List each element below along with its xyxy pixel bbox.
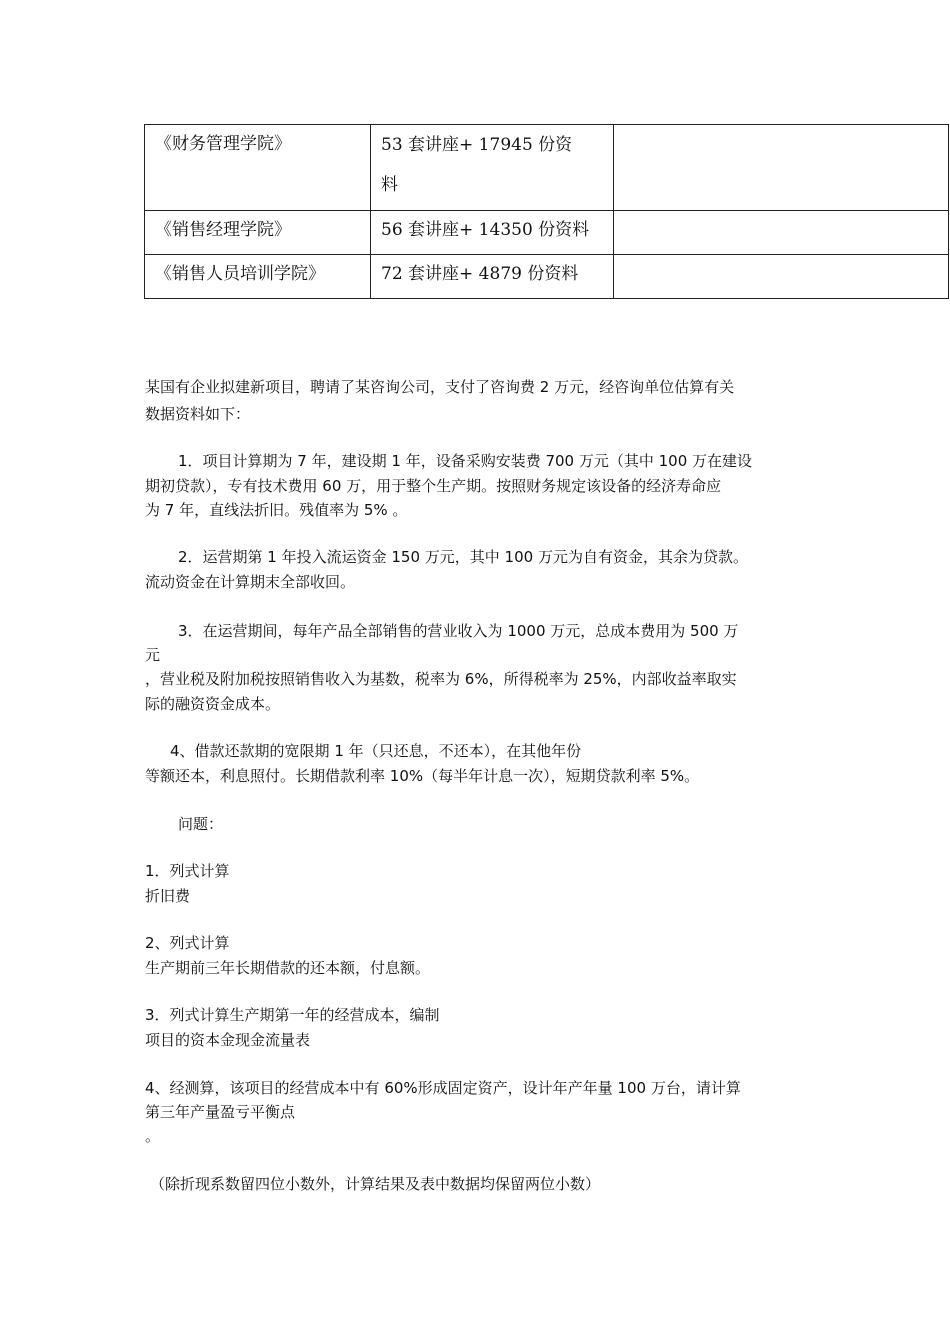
paragraph-1-line: 期初贷款），专有技术费用 60 万，用于整个生产期。按照财务规定该设备的经济寿命应: [145, 477, 722, 495]
intro-line: 数据资料如下：: [145, 405, 251, 423]
table-cell-extra: [614, 211, 949, 255]
paragraph-3-line: 3．在运营期间，每年产品全部销售的营业收入为 1000 万元，总成本费用为 500 万: [178, 622, 739, 640]
question-3-line: 3．列式计算生产期第一年的经营成本，编制: [145, 1006, 440, 1024]
table-cell-name: 《销售经理学院》: [145, 211, 371, 255]
paragraph-4-line: 等额还本，利息照付。长期借款利率 10%（每半年计息一次），短期贷款利率 5%。: [145, 767, 700, 785]
table-cell-name: 《销售人员培训学院》: [145, 255, 371, 299]
question-1-line: 1．列式计算: [145, 862, 230, 880]
paragraph-2-line: 流动资金在计算期末全部收回。: [145, 573, 356, 591]
table-cell-name: 《财务管理学院》: [145, 125, 371, 211]
paragraph-3-line: 元: [145, 646, 161, 664]
intro-line: 某国有企业拟建新项目，聘请了某咨询公司，支付了咨询费 2 万元，经咨询单位估算有关: [145, 378, 735, 396]
paragraph-4-line: 4、借款还款期的宽限期 1 年（只还息，不还本），在其他年份: [170, 742, 582, 760]
paragraph-3-line: 际的融资资金成本。: [145, 695, 281, 713]
table-cell-extra: [614, 125, 949, 211]
question-3-line: 项目的资本金现金流量表: [145, 1031, 311, 1049]
question-4-line: 4、经测算，该项目的经营成本中有 60%形成固定资产，设计年产年量 100 万台，请计算: [145, 1079, 741, 1097]
desc-line: 料: [381, 175, 398, 195]
footnote: （除折现系数留四位小数外，计算结果及表中数据均保留两位小数）: [150, 1175, 601, 1193]
table-cell-desc: 72 套讲座+ 4879 份资料: [371, 255, 614, 299]
table-row: [145, 125, 949, 211]
table-cell-desc: [371, 125, 614, 211]
desc-line: 53 套讲座+ 17945 份资: [381, 135, 573, 155]
table-cell-extra: [614, 255, 949, 299]
question-2-line: 2、列式计算: [145, 934, 230, 952]
question-2-line: 生产期前三年长期借款的还本额，付息额。: [145, 959, 431, 977]
table-cell-desc: 56 套讲座+ 14350 份资料: [371, 211, 614, 255]
paragraph-3-line: ，营业税及附加税按照销售收入为基数，税率为 6%，所得税率为 25%，内部收益率取实: [145, 670, 737, 688]
question-4-line: 第三年产量盈亏平衡点: [145, 1103, 296, 1121]
question-1-line: 折旧费: [145, 887, 191, 905]
paragraph-1-line: 为 7 年，直线法折旧。残值率为 5% 。: [145, 501, 408, 519]
paragraph-2-line: 2．运营期第 1 年投入流运资金 150 万元，其中 100 万元为自有资金，其余为贷款。: [178, 548, 748, 566]
table-row: [145, 211, 949, 255]
question-4-line: 。: [145, 1127, 161, 1145]
paragraph-1-line: 1．项目计算期为 7 年，建设期 1 年，设备采购安装费 700 万元（其中 100 万在建设: [178, 452, 753, 470]
course-table: [144, 124, 949, 299]
table-row: [145, 255, 949, 299]
question-heading: 问题：: [178, 815, 224, 833]
